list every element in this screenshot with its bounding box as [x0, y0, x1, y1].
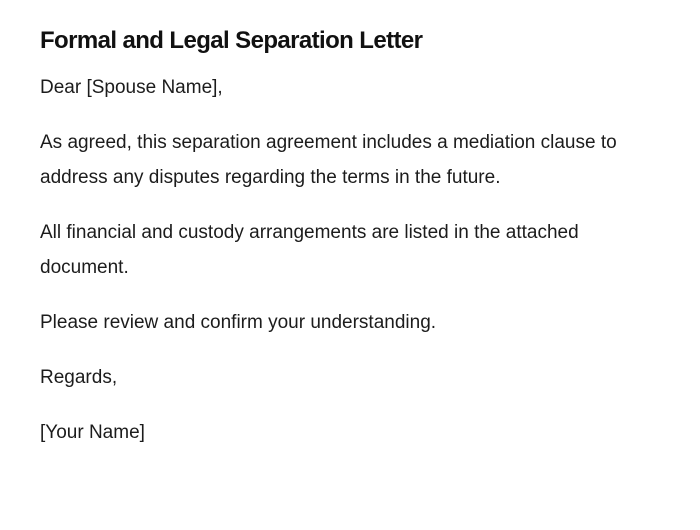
letter-title: Formal and Legal Separation Letter: [40, 27, 423, 54]
letter-document: [40, 24, 660, 450]
letter-closing: Regards,: [40, 367, 118, 388]
letter-signature: [Your Name]: [40, 422, 145, 443]
letter-paragraph-arrangements: All financial and custody arrangements are listed in the attached document.: [40, 222, 579, 278]
letter-paragraph-mediation: As agreed, this separation agreement includes a mediation clause to address any disputes regarding the terms in the future.: [40, 132, 617, 188]
letter-paragraph-confirm: Please review and confirm your understanding.: [40, 312, 437, 333]
letter-salutation: Dear [Spouse Name],: [40, 77, 223, 98]
